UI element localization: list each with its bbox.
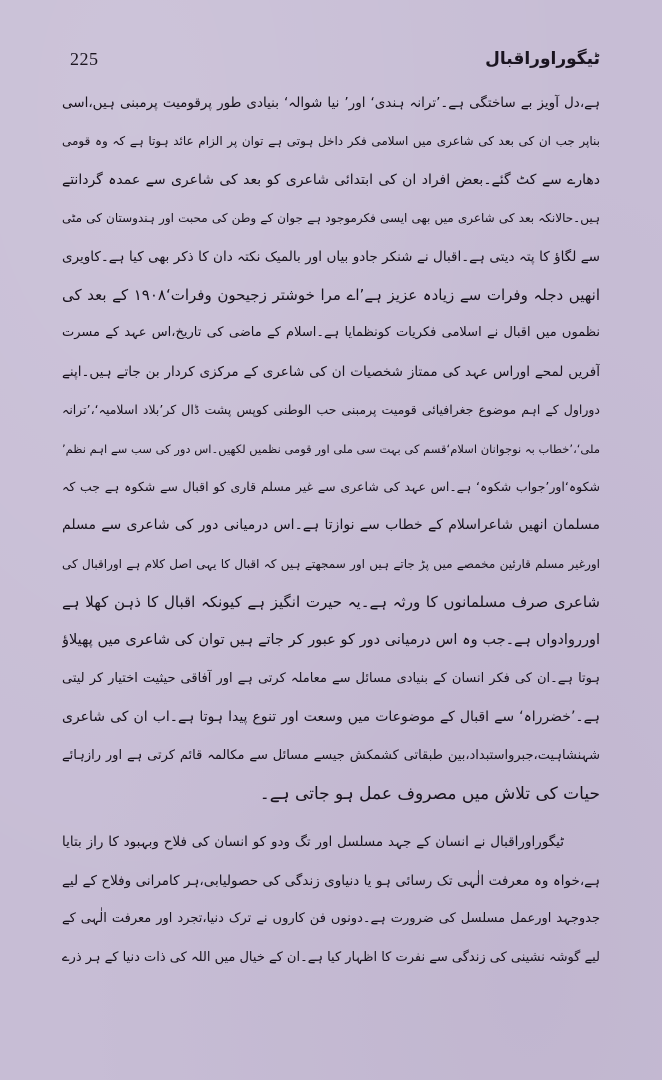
text-line: اورغیر مسلم قارئین مخمصے میں پڑ جاتے ہیں اور سمجھتے ہیں کہ اقبال کا یہی اصل کلام ہے اوراقبال کی [62,556,600,571]
paragraph-1 [62,84,600,813]
text-line: حیات کی تلاش میں مصروف عمل ہو جاتی ہے۔ [259,784,600,805]
text-line: لیے گوشہ نشینی کی زندگی سے نفرت کا اظہار کیا ہے۔ان کے خیال میں اللہ کی ذات دنیا کے ہر ذرے [62,949,600,965]
text-line: شکوہ‘اور’جواب شکوہ‘ ہے۔اس عہد کی شاعری سے غیر مسلم قاری کو اقبال سے شکوہ ہے جب کہ [62,478,600,494]
text-line: مسلمان انھیں شاعراسلام کے خطاب سے نوازتا ہے۔اس درمیانی دور کی شاعری سے مسلم [62,517,600,534]
page-number: 225 [70,48,99,69]
text-line: بناپر جب ان کی بعد کی شاعری میں اسلامی فکر داخل ہوتی ہے توان پر الزام عائد ہوتا ہے کہ وہ قومی [62,134,600,149]
text-line: ٹیگوراوراقبال نے انسان کے جہد مسلسل اور تگ ودو کو انسان کی فلاح وبہبود کا راز بتایا [62,834,564,851]
page-header [70,44,600,74]
text-line: ہیں۔حالانکہ بعد کی شاعری میں بھی ایسی فکرموجود ہے جوان کے وطن کی محبت اور ہندوستان کی مٹی [62,211,600,226]
text-line: نظموں میں اقبال نے اسلامی فکریات کونظمایا ہے۔اسلام کے ماضی کی تاریخ،اس عہد کے مسرت [62,325,600,341]
text-line: ملی‘،’خطاب بہ نوجوانان اسلام‘قسم کی بہت سی ملی اور قومی نظمیں لکھیں۔اس دور کی سب سے اہم نظم’ [62,441,600,456]
text-line: اورروادواں ہے۔جب وہ اس درمیانی دور کو عبور کر جاتے ہیں توان کی شاعری میں پھیلاؤ [62,632,600,649]
text-line: ہوتا ہے۔ان کی فکر انسان کے بنیادی مسائل سے معاملہ کرتی ہے اور آفاقی حیثیت اختیار کر لیتی [62,670,600,686]
paragraph-2 [62,823,600,977]
text-line: جدوجہد اورعمل مسلسل کی ضرورت ہے۔دونوں فن کاروں نے ترک دنیا،تجرد اور معرفت الٰہی کے [62,911,600,927]
text-line: ہے،دل آویز بے ساختگی ہے۔’ترانہ ہندی‘ اور’ نیا شوالہ‘ بنیادی طور پرقومیت پرمبنی ہیں،اسی [62,95,600,111]
text-line: سے لگاؤ کا پتہ دیتی ہے۔اقبال نے شنکر جادو بیاں اور بالمیک نکتہ دان کا ذکر بھی کیا ہے۔کاویری [62,248,600,265]
text-line: ہے۔’خضرراہ‘ سے اقبال کے موضوعات میں وسعت اور تنوع پیدا ہوتا ہے۔اب ان کی شاعری [62,709,600,726]
running-title: ٹیگوراوراقبال [485,49,600,69]
text-line: دھارے سے کٹ گئے۔بعض افراد ان کی ابتدائی شاعری کو بعد کی شاعری سے عمدہ گردانتے [62,171,600,188]
text-line: آفریں لمحے اوراس عہد کی ممتاز شخصیات ان کی شاعری کے مرکزی کردار بن جاتے ہیں۔اپنے [62,363,600,380]
text-line: ہے،خواہ وہ معرفت الٰہی تک رسائی ہو یا دنیاوی زندگی کی حصولیابی،ہر کامرانی وفلاح کے لیے [62,872,600,889]
text-line: شاعری صرف مسلمانوں کا ورثہ ہے۔یہ حیرت انگیز ہے کیونکہ اقبال کا ذہن کھلا ہے [62,593,600,612]
text-line: شہنشاہیت،جبرواستبداد،بین طبقاتی کشمکش جیسے مسائل سے مکالمہ قائم کرتی ہے اور رازہائے [62,747,600,763]
text-line: دوراول کے اہم موضوع جغرافیائی قومیت پرمبنی حب الوطنی کوپس پشت ڈال کر’بلاد اسلامیہ‘،’ترانہ [62,402,600,418]
paragraph-gap [62,813,600,823]
text-line: انھیں دجلہ وفرات سے زیادہ عزیز ہے’اے مرا خوشتر زجیحون وفرات‘۱۹۰۸ کے بعد کی [62,285,600,304]
body-text [62,84,600,977]
